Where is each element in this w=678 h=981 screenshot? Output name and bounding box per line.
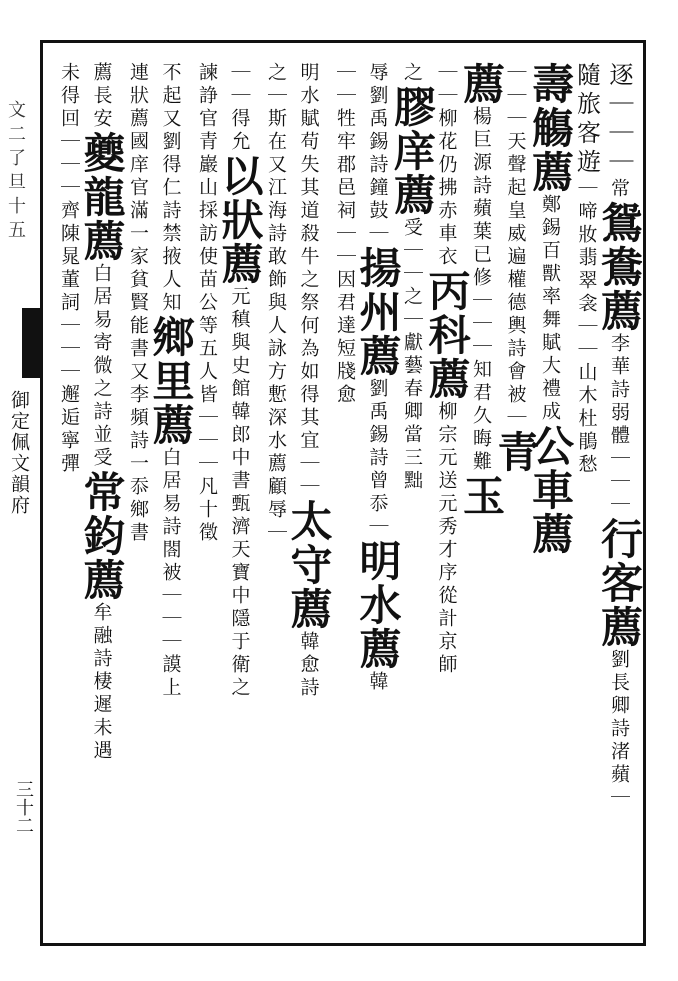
entry-text: ｜啼妝翡翠衾 (575, 178, 598, 316)
entry-text: 劉長卿詩渚蘋｜ (608, 649, 630, 810)
entry-text: ｜｜山木杜鵑愁 (575, 316, 598, 477)
entry-text: ｜｜｜齊陳晁董詞 (58, 131, 80, 315)
text-column (284, 62, 334, 926)
entry-heading: 常鈞薦 (77, 470, 127, 602)
entry-text: 賢能書又李頻詩一忝鄉書 (127, 292, 149, 545)
entry-heading: 揚州薦 (353, 246, 403, 378)
entry-heading: 丙科薦 (422, 269, 472, 401)
entry-heading: 太守薦 (284, 499, 334, 631)
entry-text: 青巖山採訪使苗公等五人皆｜｜｜凡十徵 (196, 131, 218, 545)
entry-text: 牟融詩棲遲未遇 (90, 602, 113, 763)
entry-text: 韓 (366, 671, 389, 694)
entry-heading: 薦 (457, 62, 506, 106)
entry-heading: 明水薦 (353, 539, 403, 671)
entry-text: 逐｜｜｜ (605, 62, 633, 178)
text-column (526, 62, 575, 926)
margin-column (0, 40, 42, 940)
entry-text: 之 (401, 62, 423, 85)
entry-text: 白居易詩閤被｜｜｜謨上 (159, 447, 182, 700)
entry-text: 劉禹錫詩鐘鼓｜ (366, 85, 389, 246)
entry-heading: 鄉里薦 (146, 315, 196, 447)
entry-text: 顧辱｜ (265, 476, 287, 545)
text-column (215, 62, 265, 926)
entry-text: 李華詩弱體｜｜｜ (608, 333, 630, 517)
entry-text: ｜｜牲牢郡邑祠 (334, 62, 356, 223)
entry-text: 常 (608, 178, 630, 201)
entry-heading: 壽觴薦 (526, 62, 575, 194)
entry-heading: 公車薦 (526, 424, 575, 556)
text-column (326, 62, 364, 926)
margin-edge-text: 文二了旦十五 (5, 100, 26, 244)
entry-text: 諫諍官 (196, 62, 218, 131)
entry-text: 之｜斯在又江海詩敢飾與人詠方慙深水薦 (265, 62, 287, 476)
entry-text: ｜｜｜邂逅寧彈 (58, 315, 80, 476)
entry-text: 隨旅客遊 (572, 62, 601, 178)
page-number: 三十二 (13, 780, 34, 834)
entry-text: 不起又劉得仁詩禁掖人知 (159, 62, 182, 315)
entry-text: 薦長安 (90, 62, 113, 131)
text-column (188, 62, 226, 926)
entry-text: 權德輿詩會被｜ (504, 269, 527, 430)
entry-heading: 以狀薦 (215, 154, 265, 286)
entry-heading: 玉 (457, 474, 506, 518)
text-column (146, 62, 196, 926)
entry-text: 明水賦苟失其道殺牛之祭何為如得其宜｜｜ (297, 62, 320, 499)
entry-text: 受｜｜之｜獻藝春卿當三黜 (401, 217, 423, 493)
entry-text: 愈 (334, 384, 356, 407)
entry-text: ｜｜得允 (228, 62, 251, 154)
text-column (50, 62, 88, 926)
entry-heading: 夔龍薦 (77, 131, 127, 263)
entry-text: ｜｜知君久晦難 (470, 313, 492, 474)
entry-text: 辱 (366, 62, 389, 85)
entry-text: 未得回 (58, 62, 80, 131)
entry-text: 元稹與史館韓郎中書甄濟天寶中隱于衛之 (228, 286, 251, 700)
entry-text: 鄭錫百獸率舞賦大禮成 (539, 194, 561, 424)
text-column (77, 62, 127, 926)
entry-text: 連狀薦國庠官滿一家貧 (127, 62, 149, 292)
fishtail-mark (22, 308, 40, 378)
entry-heading: 鴛鴦薦 (595, 201, 644, 333)
entry-text: 韓愈詩 (297, 631, 320, 700)
text-column (388, 62, 437, 926)
book-title: 御定佩文韻府 (8, 390, 30, 516)
entry-text: 柳宗元送元秀才序從計京師 (435, 401, 458, 677)
entry-heading: 行客薦 (595, 517, 644, 649)
entry-heading: 青 (491, 430, 541, 474)
entry-text: ｜｜柳花仍拂赤車衣 (435, 62, 458, 269)
entry-text: ｜｜｜天聲起皇威遍 (504, 62, 527, 269)
entry-text: ｜｜因君達短牋 (334, 223, 356, 384)
entry-heading: 膠庠薦 (388, 85, 437, 217)
entry-text: 劉禹錫詩曾忝｜ (366, 378, 389, 539)
entry-text: 白居易寄微之詩並受 (90, 263, 113, 470)
text-column (457, 62, 506, 926)
entry-text: 楊巨源詩蘋葉已修｜ (470, 106, 492, 313)
text-column (595, 62, 644, 926)
text-column (353, 62, 403, 926)
